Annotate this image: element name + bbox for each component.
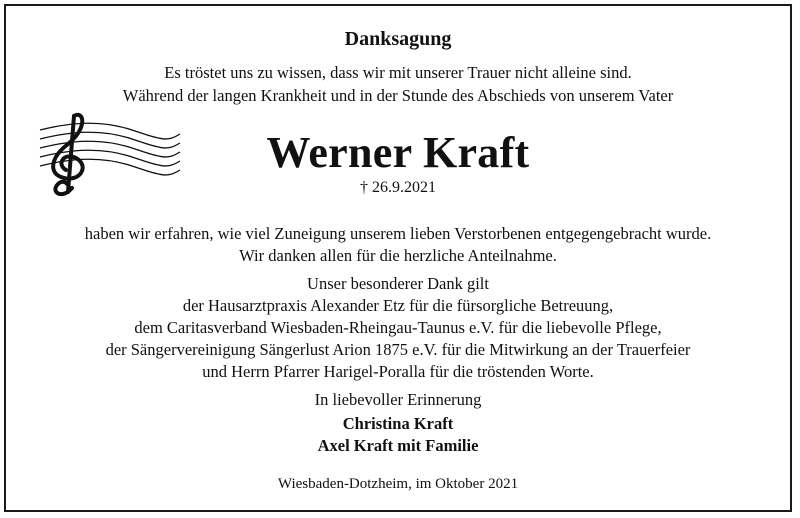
obituary-notice: [4, 4, 792, 512]
body-line: dem Caritasverband Wiesbaden-Rheingau-Taunus e.V. für die liebevolle Pflege,: [134, 318, 662, 337]
memory-line: In liebevoller Erinnerung: [314, 390, 482, 409]
intro-line: Es tröstet uns zu wissen, dass wir mit unserer Trauer nicht alleine sind.: [164, 63, 632, 82]
death-date: † 26.9.2021: [360, 179, 436, 196]
signature: Axel Kraft mit Familie: [317, 436, 479, 455]
body-line: der Sängervereinigung Sängerlust Arion 1875 e.V. für die Mitwirkung an der Trauerfeier: [105, 340, 691, 359]
deceased-name: Werner Kraft: [266, 128, 530, 177]
body-line: und Herrn Pfarrer Harigel-Poralla für die tröstenden Worte.: [202, 362, 594, 381]
body-line: Wir danken allen für die herzliche Anteilnahme.: [239, 246, 557, 265]
body-line: Unser besonderer Dank gilt: [307, 274, 489, 293]
signature: Christina Kraft: [342, 414, 454, 433]
body-line: der Hausarztpraxis Alexander Etz für die fürsorgliche Betreuung,: [182, 296, 614, 315]
body-line: haben wir erfahren, wie viel Zuneigung unserem lieben Verstorbenen entgegengebracht wurde.: [84, 224, 712, 243]
intro-line: Während der langen Krankheit und in der Stunde des Abschieds von unserem Vater: [122, 86, 674, 105]
notice-title: Danksagung: [344, 28, 452, 50]
place-date: Wiesbaden-Dotzheim, im Oktober 2021: [277, 476, 519, 492]
